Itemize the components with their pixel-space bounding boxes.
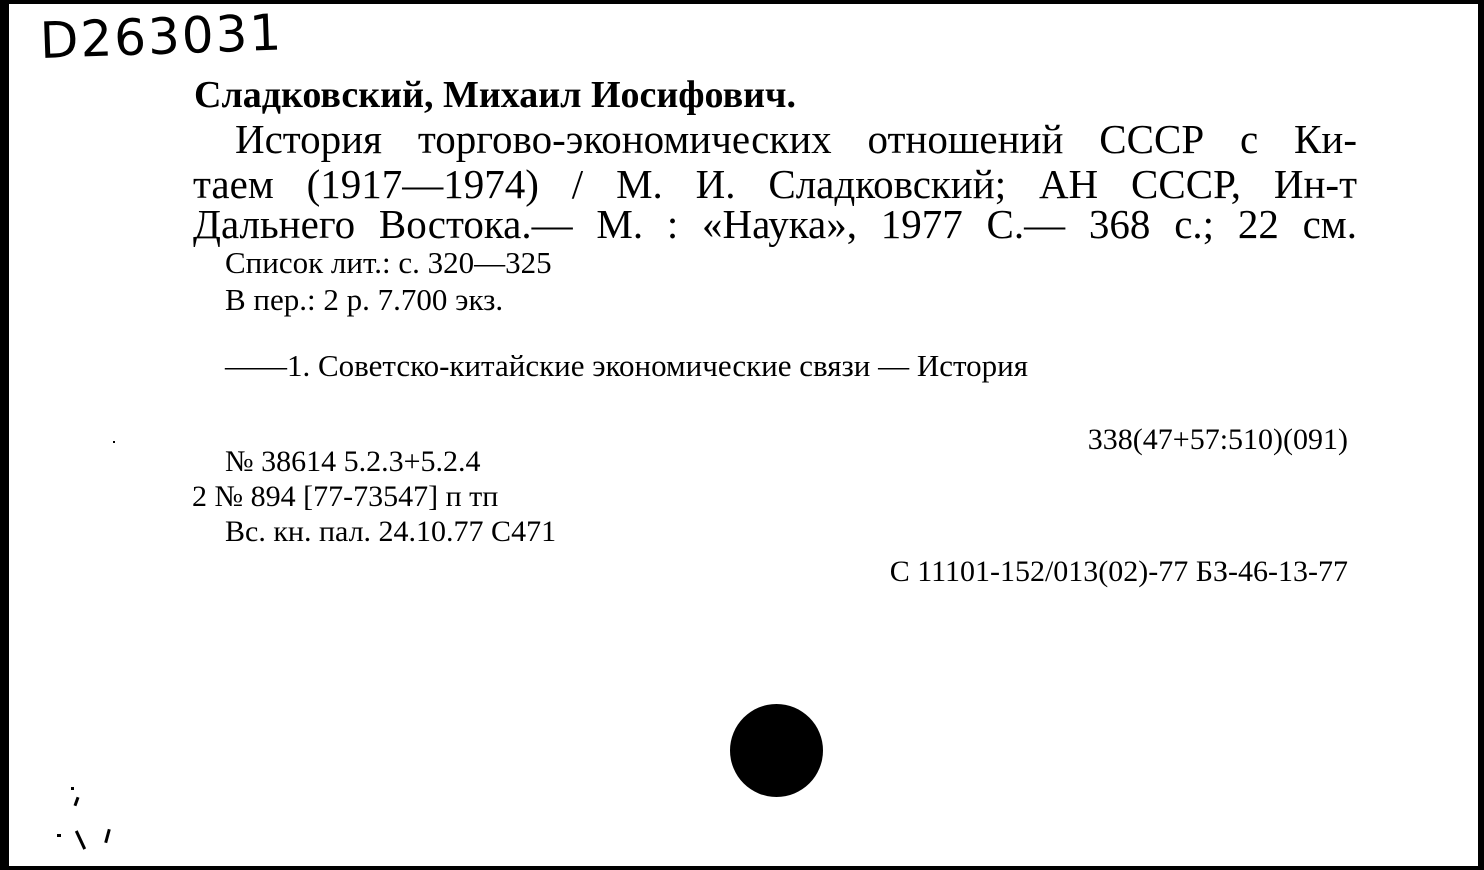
registry-number-1: № 38614 5.2.3+5.2.4 — [225, 445, 481, 478]
handwritten-call-number: D263031 — [38, 3, 285, 70]
title-line-1: История торгово-экономических отношений СССР с Ки- — [235, 116, 1357, 162]
chamber-record: Вс. кн. пал. 24.10.77 С471 — [225, 515, 557, 548]
registry-number-2: 2 № 894 [77-73547] п тп — [192, 480, 499, 513]
price-note: В пер.: 2 р. 7.700 экз. — [225, 282, 504, 317]
udc-classification: 338(47+57:510)(091) — [1087, 423, 1348, 456]
ink-speck — [104, 829, 111, 843]
ink-speck — [75, 830, 86, 849]
punch-hole — [730, 704, 823, 797]
ink-speck — [113, 441, 115, 443]
ink-speck — [74, 797, 80, 806]
title-line-2: таем (1917—1974) / М. И. Сладковский; АН СССР, Ин-т — [193, 161, 1357, 207]
author-heading: Сладковский, Михаил Иосифович. — [194, 74, 796, 116]
title-line-3: Дальнего Востока.— М. : «Наука», 1977 С.— 368 с.; 22 см. — [193, 201, 1357, 247]
publisher-code: С 11101-152/013(02)-77 БЗ-46-13-77 — [889, 555, 1348, 588]
ink-speck — [57, 834, 61, 837]
subject-heading: ——1. Советско-китайские экономические связи — История — [225, 348, 1028, 383]
ink-speck — [71, 787, 74, 790]
bibliography-note: Список лит.: с. 320—325 — [225, 245, 552, 280]
